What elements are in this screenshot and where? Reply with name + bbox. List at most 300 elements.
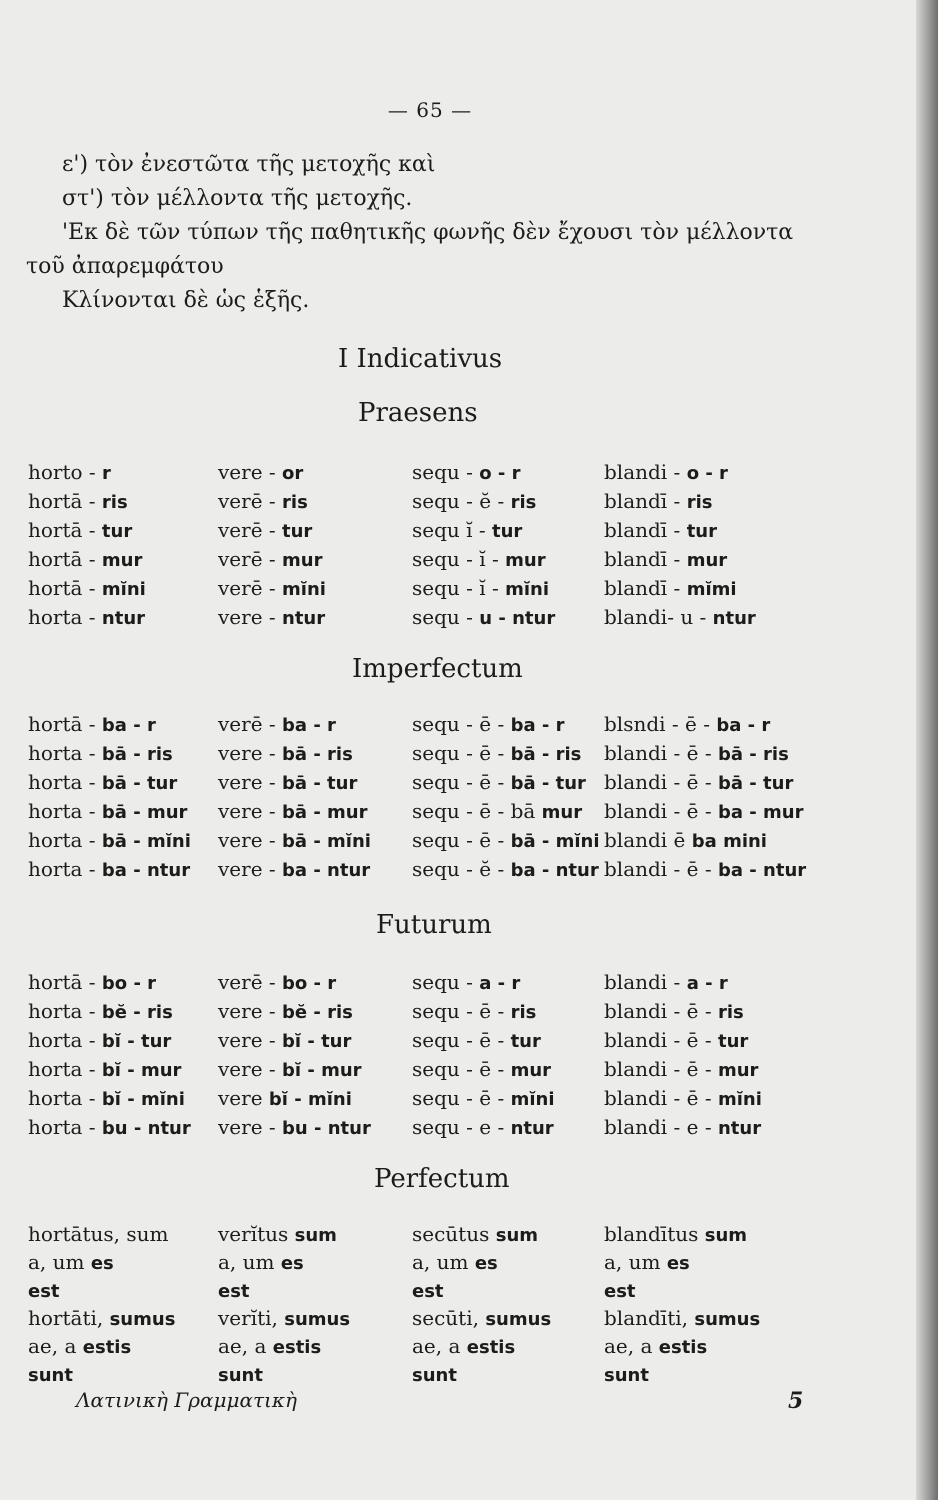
form-ending: bĭ - mĭni xyxy=(268,1089,352,1110)
form-stem: a, um xyxy=(28,1250,91,1274)
form-ending: ntur xyxy=(510,1118,554,1139)
form-blandior xyxy=(604,1362,649,1386)
form-ending: bĕ - ris xyxy=(101,1002,173,1023)
form-vereor xyxy=(218,605,325,629)
form-ending: bĭ - tur xyxy=(282,1031,352,1052)
page-number: — 65 — xyxy=(387,98,473,122)
form-ending: r xyxy=(102,463,111,484)
form-vereor xyxy=(218,518,312,542)
form-stem: sequ - ē - xyxy=(412,712,511,736)
form-sequor xyxy=(412,1057,551,1081)
form-ending: est xyxy=(604,1281,636,1302)
form-ending: estis xyxy=(658,1337,708,1358)
form-ending: ris xyxy=(717,1002,744,1023)
form-sequor xyxy=(412,741,581,765)
form-stem: horta - xyxy=(28,799,102,823)
form-stem: vere - xyxy=(218,1115,283,1139)
form-vereor xyxy=(218,970,336,994)
form-stem: verĭti, xyxy=(218,1306,285,1330)
form-ending: ba - ntur xyxy=(510,860,599,881)
form-hortor xyxy=(28,741,173,765)
form-stem: blandi - ē - xyxy=(604,1057,718,1081)
form-stem: ae, a xyxy=(218,1334,273,1358)
form-ending: bĕ - ris xyxy=(282,1002,353,1023)
form-ending: bā - ris xyxy=(101,744,173,765)
form-hortor xyxy=(28,970,156,994)
form-ending: bā - tur xyxy=(717,773,794,794)
form-ending: bĭ - mur xyxy=(101,1060,182,1081)
form-stem: blandi ē xyxy=(604,828,692,852)
form-stem: horta - xyxy=(28,770,102,794)
form-blandior xyxy=(604,770,793,794)
form-ending: ntur xyxy=(717,1118,762,1139)
form-stem: hortā - xyxy=(28,576,102,600)
form-vereor xyxy=(218,999,353,1023)
form-stem: ae, a xyxy=(28,1334,83,1358)
form-stem: secūti, xyxy=(412,1306,486,1330)
form-vereor xyxy=(218,1362,263,1386)
form-ending: ba - mur xyxy=(717,802,804,823)
conjugation-row xyxy=(0,1278,900,1308)
form-hortor xyxy=(28,712,156,736)
form-blandior xyxy=(604,518,717,542)
form-vereor xyxy=(218,741,353,765)
form-stem: sequ - e - xyxy=(412,1115,511,1139)
form-ending: bā - mĭni xyxy=(101,831,191,852)
form-sequor xyxy=(412,547,546,571)
form-ending: mur xyxy=(717,1060,759,1081)
tense-title: Perfectum xyxy=(374,1164,510,1194)
form-hortor xyxy=(28,1086,185,1110)
form-ending: u - ntur xyxy=(479,608,556,629)
form-vereor xyxy=(218,1306,350,1330)
form-stem: blandī - xyxy=(604,518,687,542)
form-ending: est xyxy=(412,1281,444,1302)
form-ending: sum xyxy=(294,1225,337,1246)
form-stem: sequ - ē - bā xyxy=(412,799,542,823)
form-ending: sunt xyxy=(412,1365,457,1386)
footer-signature-mark: 5 xyxy=(788,1388,804,1414)
form-ending: tur xyxy=(510,1031,541,1052)
form-sequor xyxy=(412,605,555,629)
form-stem: sequ - xyxy=(412,970,480,994)
form-stem: blandi - ē - xyxy=(604,999,718,1023)
form-stem: sequ - ē - xyxy=(412,1057,511,1081)
form-stem: blandi - ē - xyxy=(604,1028,718,1052)
form-vereor xyxy=(218,1057,362,1081)
form-hortor xyxy=(28,1250,114,1274)
form-ending: bā - tur xyxy=(282,773,358,794)
form-stem: blandi - ē - xyxy=(604,770,718,794)
form-sequor xyxy=(412,576,549,600)
form-hortor xyxy=(28,547,142,571)
form-stem: hortā - xyxy=(28,970,102,994)
tense-title: Futurum xyxy=(376,910,492,940)
form-ending: bā - mĭni xyxy=(282,831,371,852)
conjugation-row xyxy=(0,489,900,519)
form-stem: a, um xyxy=(604,1250,667,1274)
form-sequor xyxy=(412,518,522,542)
form-stem: a, um xyxy=(218,1250,281,1274)
form-stem: vere - xyxy=(218,999,283,1023)
form-blandior xyxy=(604,605,756,629)
form-ending: ris xyxy=(686,492,713,513)
form-blandior xyxy=(604,1250,690,1274)
form-stem: sequ - ē - xyxy=(412,770,511,794)
form-stem: blsndi - ē - xyxy=(604,712,717,736)
form-ending: ba - r xyxy=(282,715,336,736)
form-stem: hortā - xyxy=(28,518,102,542)
form-sequor xyxy=(412,799,582,823)
form-ending: tur xyxy=(717,1031,749,1052)
form-ending: es xyxy=(90,1253,114,1274)
form-ending: estis xyxy=(272,1337,322,1358)
form-vereor xyxy=(218,712,336,736)
form-vereor xyxy=(218,828,371,852)
form-ending: mur xyxy=(282,550,323,571)
form-stem: blandi - ē - xyxy=(604,741,718,765)
intro-line-5: Κλίνονται δὲ ὡς ἑξῆς. xyxy=(62,288,310,313)
form-ending: mĭni xyxy=(505,579,550,600)
form-stem: verē - xyxy=(218,489,283,513)
form-stem: blandi - e - xyxy=(604,1115,718,1139)
form-stem: sequ - xyxy=(412,605,480,629)
intro-line-1: ε') τὸν ἐνεστῶτα τῆς μετοχῆς καὶ xyxy=(62,152,436,177)
conjugation-row xyxy=(0,518,900,548)
form-sequor xyxy=(412,1334,515,1358)
form-stem: ae, a xyxy=(412,1334,467,1358)
form-stem: sequ - ē - xyxy=(412,999,511,1023)
form-blandior xyxy=(604,857,806,881)
form-vereor xyxy=(218,547,322,571)
form-stem: blandīti, xyxy=(604,1306,695,1330)
form-vereor xyxy=(218,460,303,484)
form-sequor xyxy=(412,1306,551,1330)
form-ending: mur xyxy=(541,802,583,823)
form-stem: horta - xyxy=(28,741,102,765)
form-stem: sequ - ĭ - xyxy=(412,576,506,600)
mood-heading: I Indicativus xyxy=(338,344,503,374)
form-ending: es xyxy=(280,1253,304,1274)
form-vereor xyxy=(218,1028,351,1052)
form-stem: ae, a xyxy=(604,1334,659,1358)
form-ending: mur xyxy=(101,550,143,571)
form-ending: sunt xyxy=(218,1365,263,1386)
form-sequor xyxy=(412,1086,555,1110)
form-hortor xyxy=(28,1362,73,1386)
form-hortor xyxy=(28,1306,175,1330)
form-blandior xyxy=(604,547,727,571)
form-ending: mĭni xyxy=(717,1089,762,1110)
form-stem: sequ - ĕ - xyxy=(412,489,511,513)
form-ending: ris xyxy=(510,1002,537,1023)
form-blandior xyxy=(604,970,728,994)
form-ending: mur xyxy=(505,550,546,571)
form-vereor xyxy=(218,799,368,823)
form-ending: mĭni xyxy=(101,579,146,600)
form-sequor xyxy=(412,828,600,852)
conjugation-row xyxy=(0,741,900,771)
conjugation-row xyxy=(0,828,900,858)
conjugation-row xyxy=(0,970,900,1000)
form-stem: vere - xyxy=(218,828,283,852)
form-hortor xyxy=(28,770,177,794)
form-stem: sequ - ĭ - xyxy=(412,547,506,571)
conjugation-row xyxy=(0,1086,900,1116)
form-stem: blandi - xyxy=(604,460,687,484)
form-ending: estis xyxy=(466,1337,516,1358)
form-ending: ba - ntur xyxy=(101,860,191,881)
form-stem: sequ - xyxy=(412,460,480,484)
form-stem: horta - xyxy=(28,1086,102,1110)
form-ending: bā - ris xyxy=(282,744,353,765)
form-ending: or xyxy=(282,463,304,484)
form-blandior xyxy=(604,1222,747,1246)
form-ending: tur xyxy=(101,521,133,542)
form-vereor xyxy=(218,576,326,600)
form-ending: mĭmi xyxy=(686,579,737,600)
form-stem: verē - xyxy=(218,518,283,542)
form-stem: horta - xyxy=(28,828,102,852)
form-hortor xyxy=(28,460,111,484)
form-blandior xyxy=(604,1278,636,1302)
form-ending: bĭ - tur xyxy=(101,1031,172,1052)
form-ending: mur xyxy=(510,1060,552,1081)
form-stem: hortā - xyxy=(28,547,102,571)
conjugation-row xyxy=(0,799,900,829)
form-ending: es xyxy=(666,1253,690,1274)
conjugation-row xyxy=(0,1250,900,1280)
form-ending: sumus xyxy=(109,1309,176,1330)
form-vereor xyxy=(218,1278,250,1302)
form-blandior xyxy=(604,828,767,852)
form-ending: ntur xyxy=(712,608,756,629)
conjugation-row xyxy=(0,712,900,742)
conjugation-row xyxy=(0,857,900,887)
form-vereor xyxy=(218,1250,304,1274)
form-ending: bā - mĭni xyxy=(510,831,600,852)
form-ending: bo - r xyxy=(282,973,337,994)
form-stem: a, um xyxy=(412,1250,475,1274)
form-stem: vere - xyxy=(218,799,283,823)
conjugation-row xyxy=(0,576,900,606)
form-stem: vere - xyxy=(218,1057,283,1081)
form-blandior xyxy=(604,799,803,823)
form-stem: horta - xyxy=(28,999,102,1023)
form-ending: sumus xyxy=(694,1309,761,1330)
form-hortor xyxy=(28,1028,171,1052)
form-stem: secūtus xyxy=(412,1222,496,1246)
form-stem: sequ - ē - xyxy=(412,828,511,852)
form-hortor xyxy=(28,828,191,852)
conjugation-row xyxy=(0,605,900,635)
form-sequor xyxy=(412,857,599,881)
form-blandior xyxy=(604,1306,760,1330)
conjugation-row xyxy=(0,1334,900,1364)
form-stem: horta - xyxy=(28,857,102,881)
form-blandior xyxy=(604,1057,758,1081)
form-blandior xyxy=(604,1115,761,1139)
form-sequor xyxy=(412,712,565,736)
form-sequor xyxy=(412,1222,538,1246)
form-ending: bā - tur xyxy=(510,773,586,794)
form-vereor xyxy=(218,857,370,881)
form-ending: bā - ris xyxy=(717,744,789,765)
form-ending: ba - r xyxy=(510,715,565,736)
form-stem: sequ - ē - xyxy=(412,741,511,765)
form-ending: bĭ - mur xyxy=(282,1060,362,1081)
form-stem: vere - xyxy=(218,770,283,794)
form-sequor xyxy=(412,1278,444,1302)
form-sequor xyxy=(412,460,521,484)
form-sequor xyxy=(412,1362,457,1386)
form-stem: horto - xyxy=(28,460,103,484)
form-stem: hortātus, sum xyxy=(28,1222,169,1246)
form-sequor xyxy=(412,970,520,994)
form-stem: blandi - ē - xyxy=(604,799,718,823)
conjugation-row xyxy=(0,1222,900,1252)
form-ending: a - r xyxy=(686,973,728,994)
form-stem: blandītus xyxy=(604,1222,705,1246)
form-ending: bā - mur xyxy=(282,802,368,823)
form-ending: ris xyxy=(282,492,308,513)
form-ending: ba - r xyxy=(101,715,156,736)
form-ending: sum xyxy=(704,1225,748,1246)
form-ending: ba mini xyxy=(691,831,767,852)
form-stem: verē - xyxy=(218,970,283,994)
form-stem: horta - xyxy=(28,1028,102,1052)
form-ending: es xyxy=(474,1253,498,1274)
form-hortor xyxy=(28,605,145,629)
intro-line-4: τοῦ ἀπαρεμφάτου xyxy=(26,254,224,279)
conjugation-row xyxy=(0,1115,900,1145)
form-stem: vere xyxy=(218,1086,269,1110)
form-blandior xyxy=(604,1028,748,1052)
form-ending: ris xyxy=(510,492,537,513)
form-stem: verē - xyxy=(218,576,283,600)
form-ending: sumus xyxy=(485,1309,552,1330)
conjugation-row xyxy=(0,999,900,1029)
form-ending: ba - ntur xyxy=(717,860,807,881)
form-ending: tur xyxy=(492,521,523,542)
form-sequor xyxy=(412,1250,498,1274)
form-ending: bĭ - mĭni xyxy=(101,1089,185,1110)
form-stem: sequ - ē - xyxy=(412,1028,511,1052)
form-sequor xyxy=(412,999,536,1023)
form-stem: hortā - xyxy=(28,712,102,736)
form-ending: o - r xyxy=(479,463,521,484)
form-hortor xyxy=(28,1115,191,1139)
form-hortor xyxy=(28,576,146,600)
conjugation-row xyxy=(0,1028,900,1058)
form-stem: hortā - xyxy=(28,489,102,513)
form-ending: ntur xyxy=(282,608,326,629)
form-blandior xyxy=(604,460,728,484)
form-vereor xyxy=(218,1222,337,1246)
tense-title: Praesens xyxy=(358,398,478,428)
form-ending: bu - ntur xyxy=(101,1118,191,1139)
form-stem: horta - xyxy=(28,1057,102,1081)
form-ending: o - r xyxy=(686,463,728,484)
form-stem: horta - xyxy=(28,1115,102,1139)
form-vereor xyxy=(218,1115,371,1139)
form-hortor xyxy=(28,518,132,542)
form-ending: bā - tur xyxy=(101,773,178,794)
page-binding-edge xyxy=(916,0,938,1500)
form-sequor xyxy=(412,1115,554,1139)
form-ending: sunt xyxy=(28,1365,73,1386)
form-ending: estis xyxy=(82,1337,132,1358)
form-ending: bu - ntur xyxy=(282,1118,371,1139)
form-stem: hortāti, xyxy=(28,1306,110,1330)
conjugation-row xyxy=(0,460,900,490)
form-sequor xyxy=(412,489,536,513)
form-vereor xyxy=(218,770,357,794)
form-vereor xyxy=(218,1086,352,1110)
form-blandior xyxy=(604,1334,707,1358)
form-sequor xyxy=(412,1028,541,1052)
form-blandior xyxy=(604,489,712,513)
form-hortor xyxy=(28,999,173,1023)
form-stem: blandi - xyxy=(604,970,687,994)
form-stem: vere - xyxy=(218,741,283,765)
form-stem: horta - xyxy=(28,605,102,629)
form-stem: sequ - ĕ - xyxy=(412,857,511,881)
form-blandior xyxy=(604,1086,762,1110)
form-hortor xyxy=(28,1222,168,1246)
form-ending: est xyxy=(218,1281,250,1302)
form-stem: vere - xyxy=(218,857,283,881)
form-ending: ntur xyxy=(101,608,146,629)
form-hortor xyxy=(28,799,187,823)
form-hortor xyxy=(28,1057,181,1081)
form-ending: mĭni xyxy=(510,1089,555,1110)
form-vereor xyxy=(218,1334,321,1358)
form-ending: est xyxy=(28,1281,60,1302)
form-stem: blandi - ē - xyxy=(604,857,718,881)
form-stem: blandī - xyxy=(604,547,687,571)
form-hortor xyxy=(28,1334,131,1358)
form-ending: bā - ris xyxy=(510,744,582,765)
form-stem: vere - xyxy=(218,460,283,484)
form-stem: blandī - xyxy=(604,576,687,600)
form-sequor xyxy=(412,770,586,794)
form-blandior xyxy=(604,712,770,736)
form-stem: verē - xyxy=(218,547,283,571)
form-ending: a - r xyxy=(479,973,521,994)
conjugation-row xyxy=(0,547,900,577)
footer-book-title: Λατινικὴ Γραμματικὴ xyxy=(76,1388,297,1412)
form-stem: sequ - ē - xyxy=(412,1086,511,1110)
conjugation-row xyxy=(0,1306,900,1336)
form-hortor xyxy=(28,489,128,513)
intro-line-2: στ') τὸν μέλλοντα τῆς μετοχῆς. xyxy=(62,186,413,211)
form-ending: sumus xyxy=(284,1309,351,1330)
form-ending: mĭni xyxy=(282,579,326,600)
form-ending: bā - mur xyxy=(101,802,188,823)
form-stem: blandi- u - xyxy=(604,605,713,629)
form-blandior xyxy=(604,576,737,600)
form-stem: vere - xyxy=(218,605,283,629)
form-stem: verē - xyxy=(218,712,283,736)
conjugation-row xyxy=(0,1057,900,1087)
form-ending: bo - r xyxy=(101,973,157,994)
form-stem: verĭtus xyxy=(218,1222,295,1246)
form-ending: sunt xyxy=(604,1365,649,1386)
form-ending: ba - r xyxy=(716,715,771,736)
form-ending: ba - ntur xyxy=(282,860,371,881)
form-hortor xyxy=(28,857,190,881)
